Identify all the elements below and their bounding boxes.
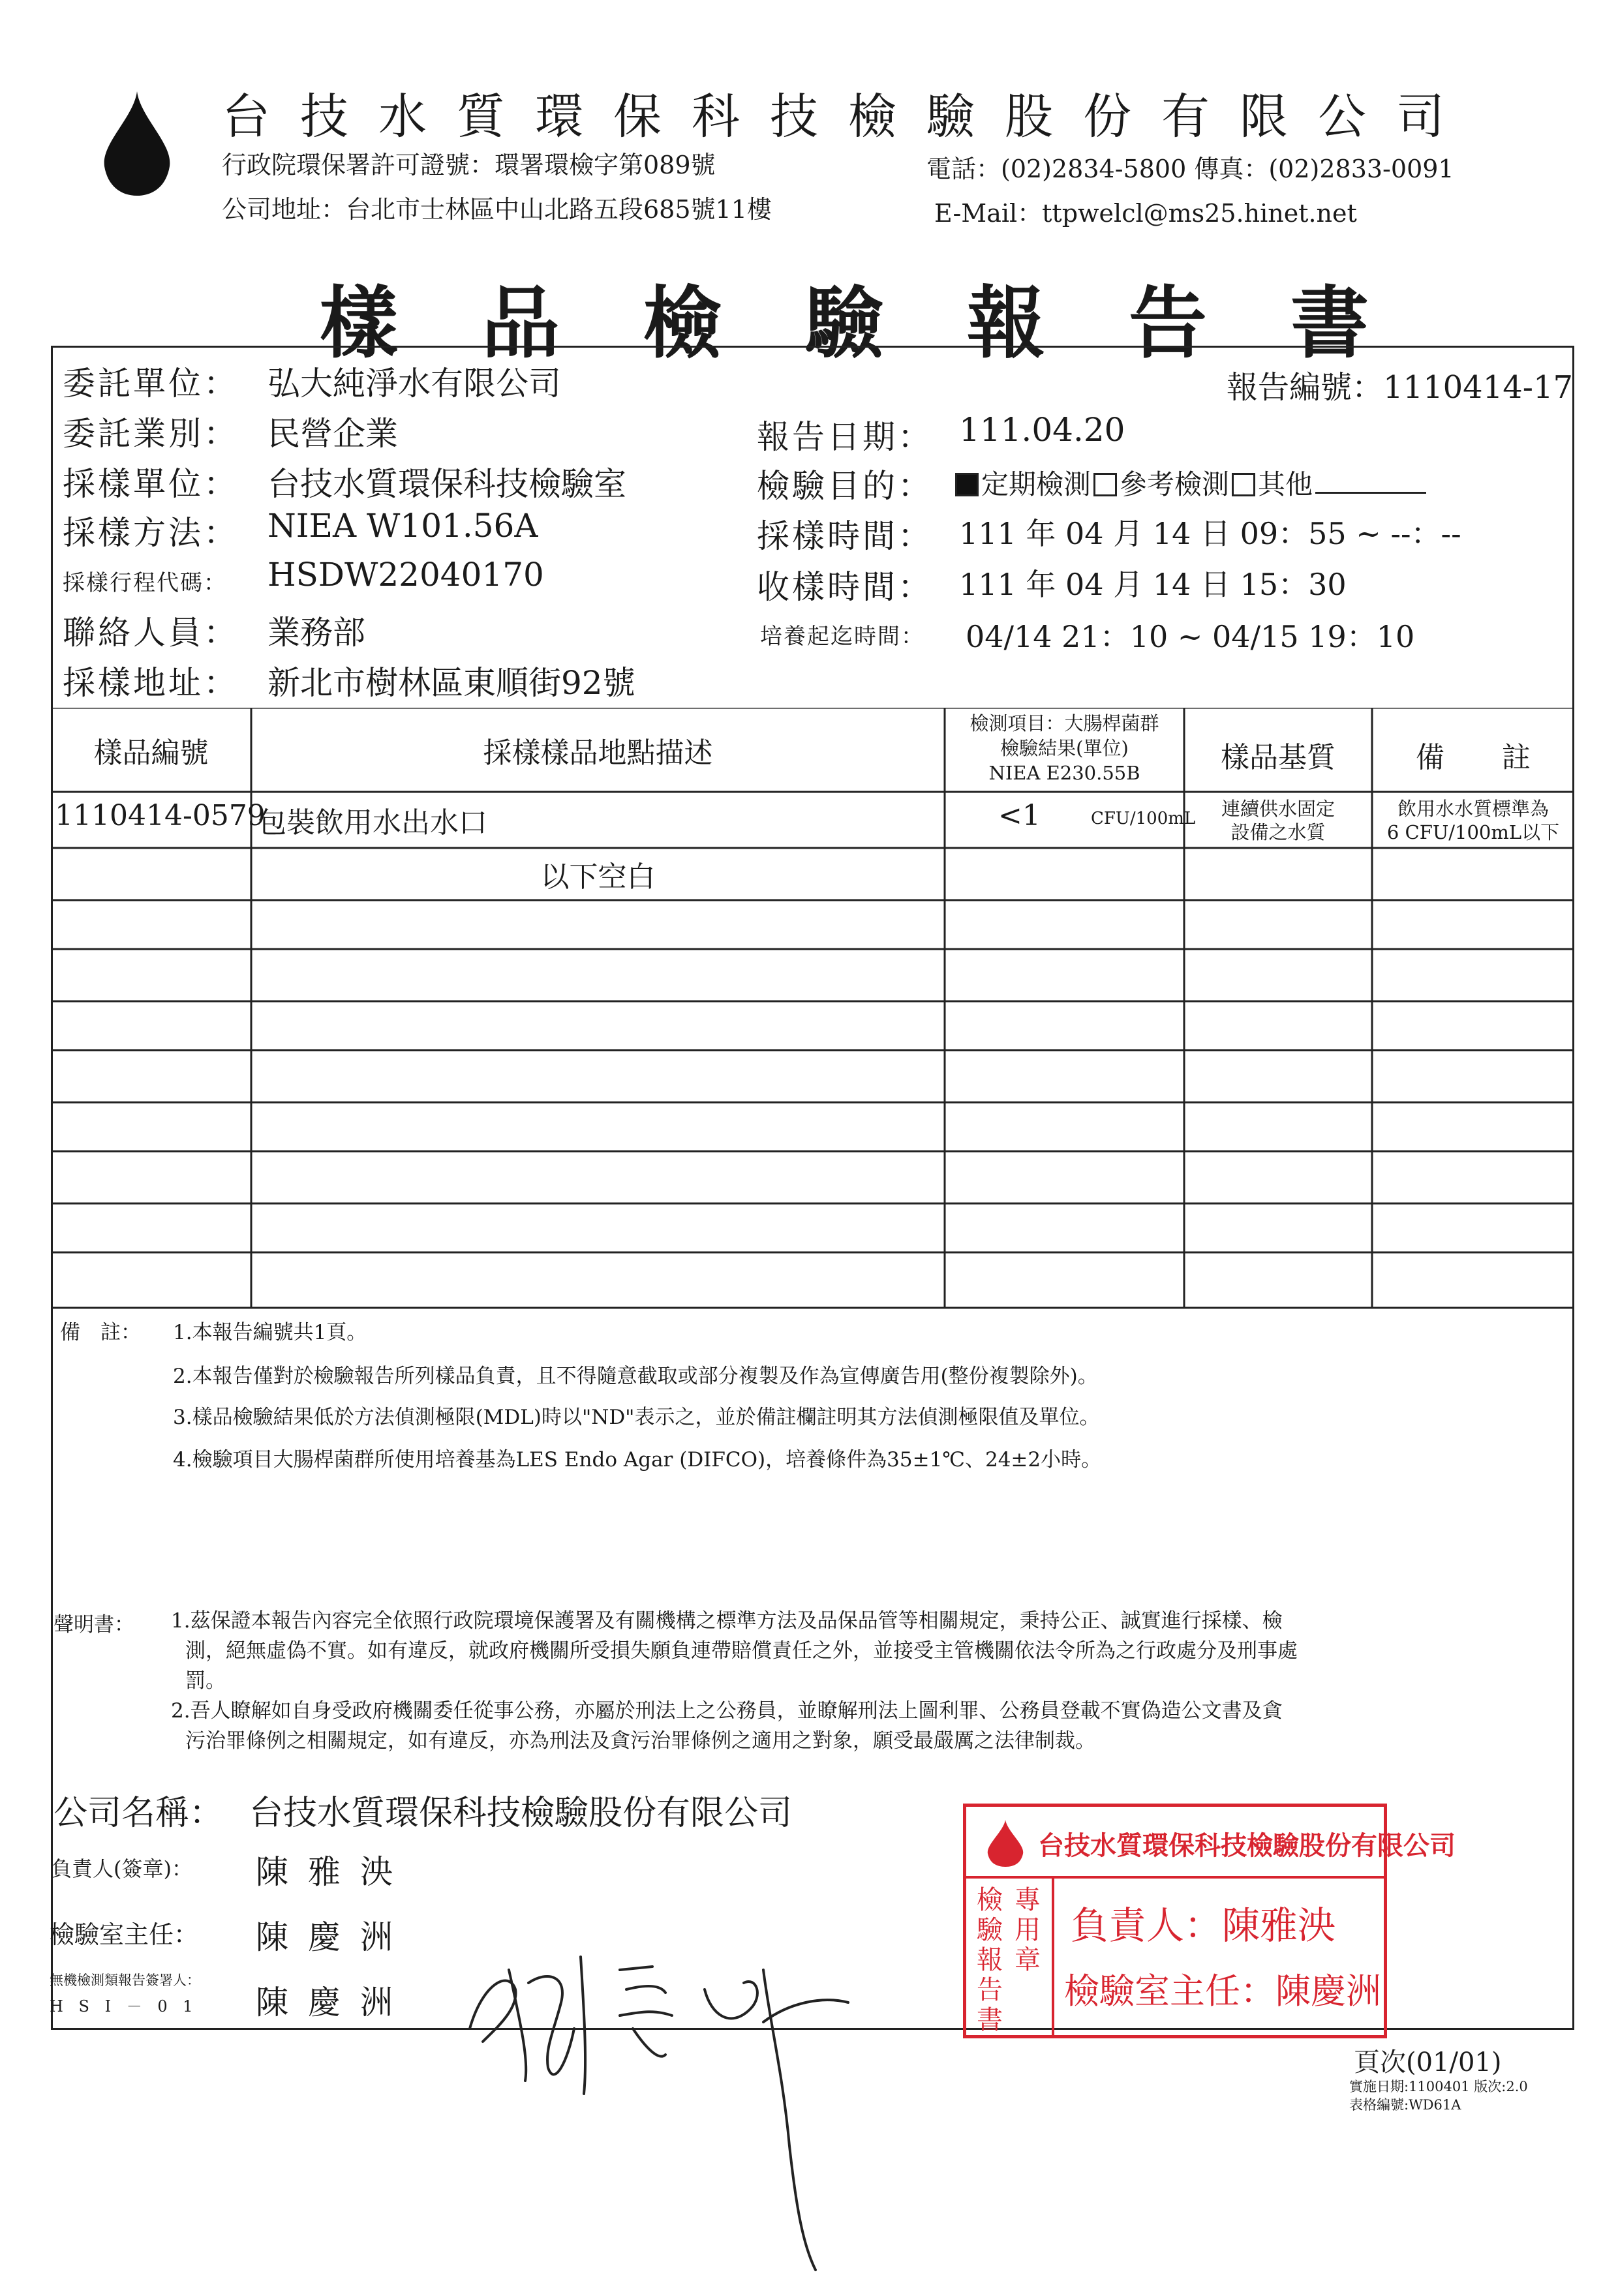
signer-label-line2: H S I － 0 1 [50,1997,198,2016]
stamp-head-line: 檢驗室主任：陳慶洲 [1064,1971,1381,2012]
report-title: 樣品檢驗報告書 [320,277,1452,369]
note-1: 1.本報告編號共1頁。 [173,1321,367,1344]
sampler-label: 採樣單位： [63,465,239,503]
contact-label: 聯絡人員： [63,614,239,652]
purpose-regular-label: 定期檢測 [981,468,1091,500]
row1-description: 包裝飲用水出水口 [258,806,487,839]
row1-remark-line2: 6 CFU/100mL以下 [1386,821,1560,843]
company-name: 台技水質環保科技檢驗股份有限公司 [222,89,1474,145]
report-date-value: 111.04.20 [959,411,1125,449]
signer-name: 陳慶洲 [256,1984,412,2021]
row1-remark [1372,797,1574,844]
trip-code-label: 採樣行程代碼： [63,570,227,596]
stamp-header [966,1807,1456,1879]
report-date-label: 報告日期： [757,418,933,456]
note-4: 4.檢驗項目大腸桿菌群所使用培養基為LES Endo Agar (DIFCO)，培養條件為35±1℃、24±2小時。 [173,1448,1102,1472]
trip-code-value: HSDW22040170 [267,556,544,594]
official-stamp [963,1804,1456,2038]
declaration-2a: 2.吾人瞭解如自身受政府機關委任從事公務，亦屬於刑法上之公務員，並瞭解刑法上圖利罪、公務員登載不實偽造公文書及貪 [171,1699,1283,1723]
col-test-item-line1: 檢測項目：大腸桿菌群 [969,712,1159,734]
culture-time-value: 04/14 21：10 ~ 04/15 19：10 [966,619,1415,654]
declaration-1a: 1.茲保證本報告內容完全依照行政院環境保護署及有關機構之標準方法及品保品管等相關規定，秉持公正、誠實進行採樣、檢 [171,1609,1283,1633]
col-test-item-line3: NIEA E230.55B [988,762,1140,784]
declaration-1b: 測，絕無虛偽不實。如有違反，就政府機關所受損失願負連帶賠償責任之外，並接受主管機關依法令所為之行政處分及刑事處 [185,1639,1298,1663]
declaration-body [171,1606,1561,1756]
lab-head-name: 陳慶洲 [256,1918,412,1956]
stamp-owner-line: 負責人：陳雅泱 [1071,1903,1336,1948]
purpose-other-blank [1315,492,1426,494]
purpose-other-label: 其他 [1258,468,1313,500]
permit-number: 行政院環保署許可證號：環署環檢字第089號 [222,151,716,179]
culture-time-label: 培養起迄時間： [760,624,924,650]
location-label: 採樣地址： [63,664,239,702]
col-description: 採樣樣品地點描述 [483,736,713,770]
row1-unit: CFU/100mL [1091,809,1196,828]
phone-fax: 電話：(02)2834-5800 傳真：(02)2833-0091 [926,155,1454,183]
category-label: 委託業別： [63,415,239,453]
col-test-item-line2: 檢驗結果(單位) [1000,737,1129,759]
row1-matrix [1184,797,1372,844]
sample-time-value: 111 年 04 月 14 日 09：55 ~ --：-- [959,516,1461,551]
blank-below-marker: 以下空白 [540,860,656,894]
stamp-company: 台技水質環保科技檢驗股份有限公司 [1038,1830,1456,1861]
client-value: 弘大純淨水有限公司 [267,365,561,402]
row1-result: <1 [998,799,1041,832]
row1-matrix-line1: 連續供水固定 [1221,798,1335,820]
owner-name: 陳雅泱 [256,1853,412,1891]
company-address: 公司地址：台北市士林區中山北路五段685號11樓 [222,195,772,224]
method-label: 採樣方法： [63,514,239,552]
company-name-value: 台技水質環保科技檢驗股份有限公司 [249,1794,793,1833]
stamp-vertical-1: 檢驗報告書 [977,1885,1003,2035]
declaration-2b: 污治罪條例之相關規定，如有違反，亦為刑法及貪污治罪條例之適用之對象，願受最嚴厲之法律制裁。 [185,1729,1095,1753]
form-info [1349,2077,1528,2114]
company-email: E-Mail：ttpwelcl@ms25.hinet.net [934,199,1357,228]
report-number-label: 報告編號： [1227,369,1384,406]
page-number: 頁次(01/01) [1354,2047,1502,2077]
purpose-other-checkbox[interactable] [1232,473,1255,496]
col-matrix: 樣品基質 [1221,741,1336,774]
signer-label-line1: 無機檢測類報告簽署人： [50,1972,200,1988]
purpose-regular-checkbox[interactable] [955,473,979,496]
report-number [1227,362,1573,407]
effective-date: 實施日期:1100401 版次:2.0 [1349,2079,1528,2094]
company-name-label: 公司名稱： [53,1794,224,1833]
location-value: 新北市樹林區東順街92號 [267,664,635,702]
purpose-reference-label: 參考檢測 [1120,468,1230,500]
purpose-reference-checkbox[interactable] [1093,473,1117,496]
sampler-value: 台技水質環保科技檢驗室 [267,465,626,503]
method-value: NIEA W101.56A [267,507,538,545]
form-number: 表格編號:WD61A [1349,2097,1461,2113]
row1-remark-line1: 飲用水水質標準為 [1397,798,1549,820]
row1-sample-no: 1110414-0579 [55,799,266,832]
declaration-1c: 罰。 [185,1669,226,1693]
notes-label: 備 註： [60,1321,141,1344]
stamp-vertical-2: 專用章 [1015,1885,1041,1975]
note-2: 2.本報告僅對於檢驗報告所列樣品負責，且不得隨意截取或部分複製及作為宣傳廣告用(整份複製除外)。 [173,1365,1098,1388]
handwritten-signature [457,1931,887,2296]
report-number-value: 1110414-17 [1383,369,1574,406]
stamp-drop-icon [986,1820,1025,1867]
purpose-options [953,463,1426,502]
receive-time-value: 111 年 04 月 14 日 15：30 [959,567,1347,602]
lab-head-label: 檢驗室主任： [50,1920,199,1949]
owner-label: 負責人(簽章)： [51,1856,192,1881]
company-logo-drop-icon [101,91,173,196]
stamp-side [966,1879,1054,2036]
contact-value: 業務部 [267,614,365,652]
category-value: 民營企業 [267,415,398,453]
purpose-label: 檢驗目的： [757,467,933,505]
receive-time-label: 收樣時間： [757,568,933,606]
col-sample-no: 樣品編號 [93,736,209,770]
col-remark: 備 註 [1416,741,1531,774]
signer-label [50,1970,200,2016]
note-3: 3.樣品檢驗結果低於方法偵測極限(MDL)時以"ND"表示之，並於備註欄註明其方法偵測極限值及單位。 [173,1406,1100,1429]
row1-matrix-line2: 設備之水質 [1230,821,1326,843]
col-test-item [945,711,1184,785]
sample-time-label: 採樣時間： [757,517,933,555]
declaration-label: 聲明書： [53,1613,134,1637]
client-label: 委託單位： [63,365,239,402]
